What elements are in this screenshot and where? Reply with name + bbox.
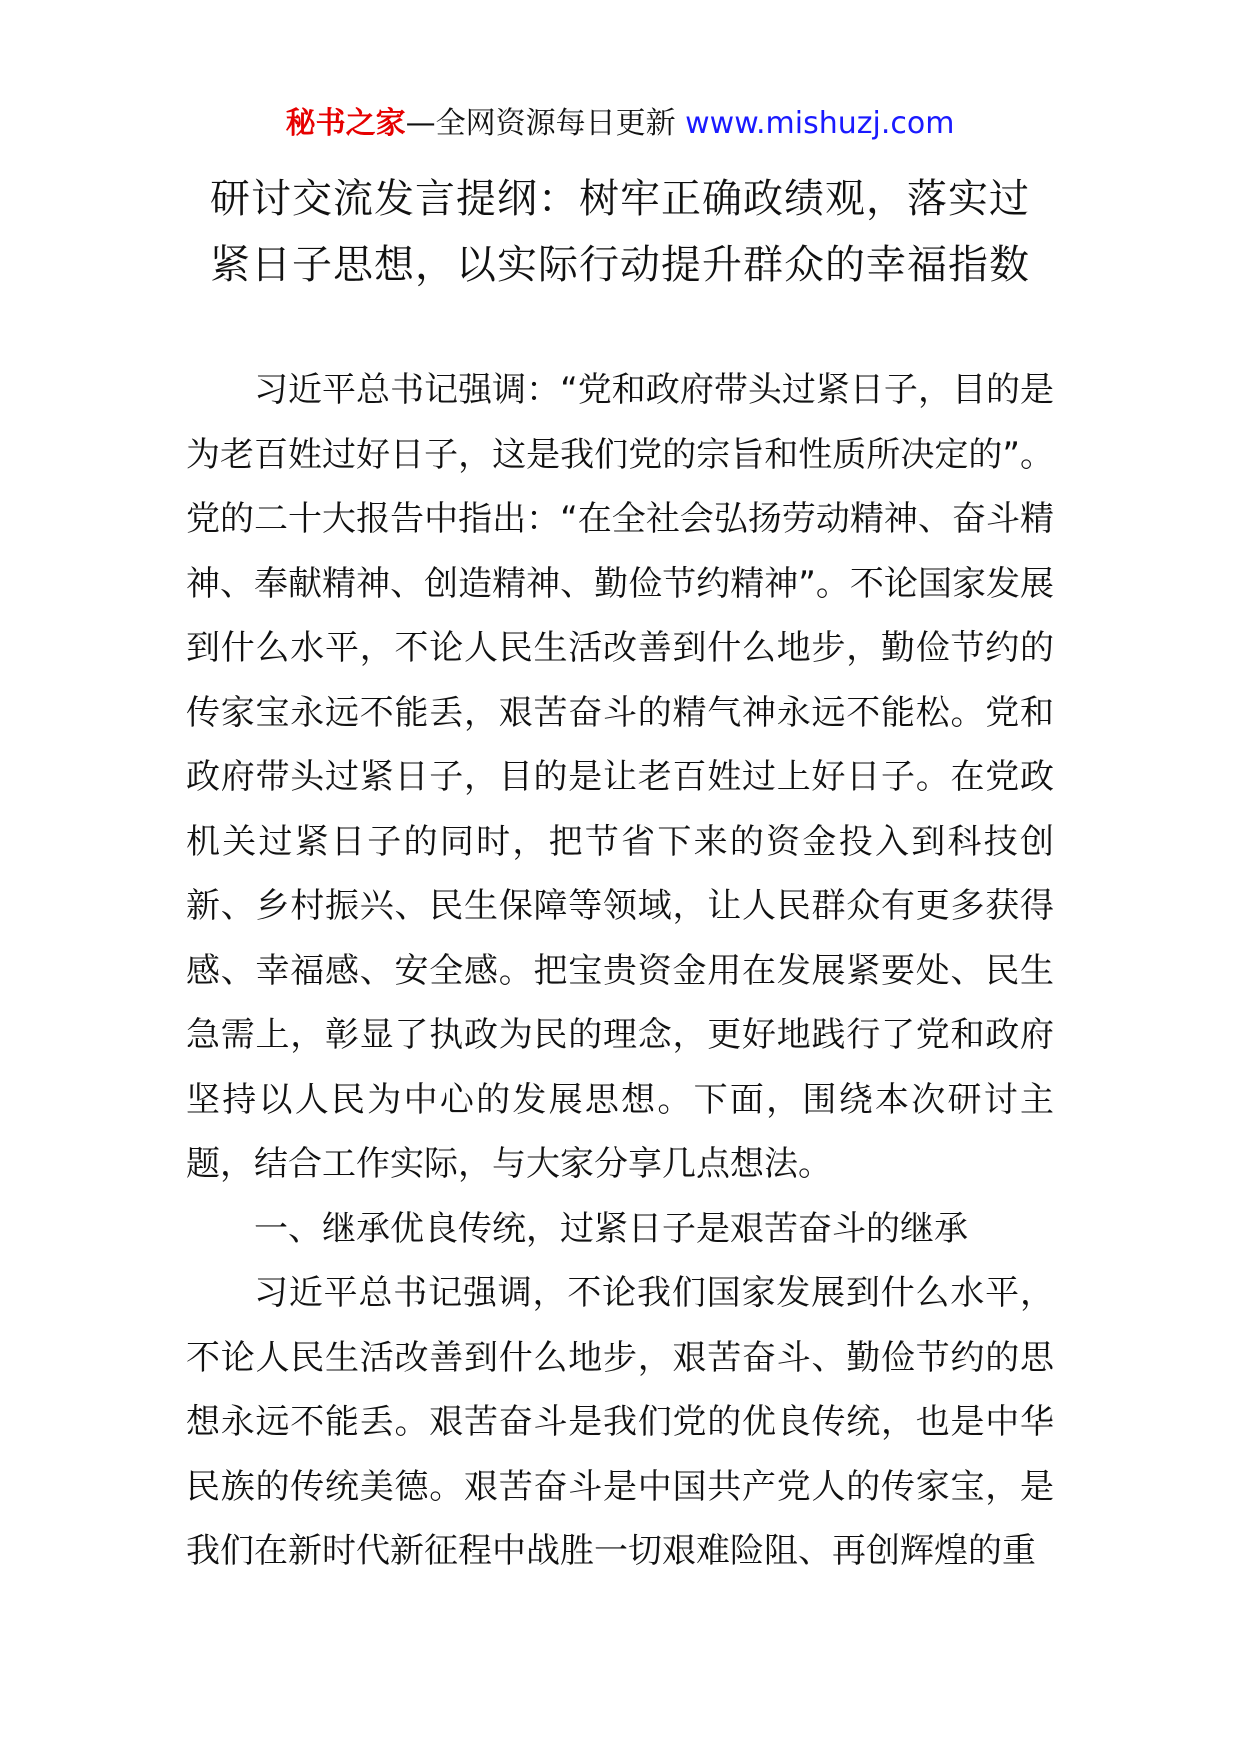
section-heading-1: 一、继承优良传统，过紧日子是艰苦奋斗的继承 [254,1208,968,1249]
document-title [140,166,1100,298]
site-tagline: —全网资源每日更新 [405,106,676,141]
site-url-link[interactable]: www.mishuzj.com [685,106,955,141]
site-name: 秘书之家 [285,106,406,141]
title-line-2: 紧日子思想，以实际行动提升群众的幸福指数 [210,242,1030,288]
title-line-1: 研讨交流发言提纲：树牢正确政绩观，落实过 [210,176,1030,222]
document-body [186,358,1054,1584]
body-paragraph-intro: 习近平总书记强调：“党和政府带头过紧日子，目的是为老百姓过好日子，这是我们党的宗旨和性质所决定的”。党的二十大报告中指出：“在全社会弘扬劳动精神、奋斗精神、奉献精神、创造精神、勤俭节约精神”。不论国家发展到什么水平，不论人民生活改善到什么地步，勤俭节约的传家宝永远不能丢，艰苦奋斗的精气神永远不能松。党和政府带头过紧日子，目的是让老百姓过上好日子。在党政机关过紧日子的同时，把节省下来的资金投入到科技创新、乡村振兴、民生保障等领域，让人民群众有更多获得感、幸福感、安全感。把宝贵资金用在发展紧要处、民生急需上，彰显了执政为民的理念，更好地践行了党和政府坚持以人民为中心的发展思想。下面，围绕本次研讨主题，结合工作实际，与大家分享几点想法。 [186,370,1054,1184]
body-paragraph-section-1: 习近平总书记强调，不论我们国家发展到什么水平，不论人民生活改善到什么地步，艰苦奋斗、勤俭节约的思想永远不能丢。艰苦奋斗是我们党的优良传统，也是中华民族的传统美德。艰苦奋斗是中国共产党人的传家宝，是我们在新时代新征程中战胜一切艰难险阻、再创辉煌的重 [186,1273,1054,1571]
site-header [0,104,1240,144]
